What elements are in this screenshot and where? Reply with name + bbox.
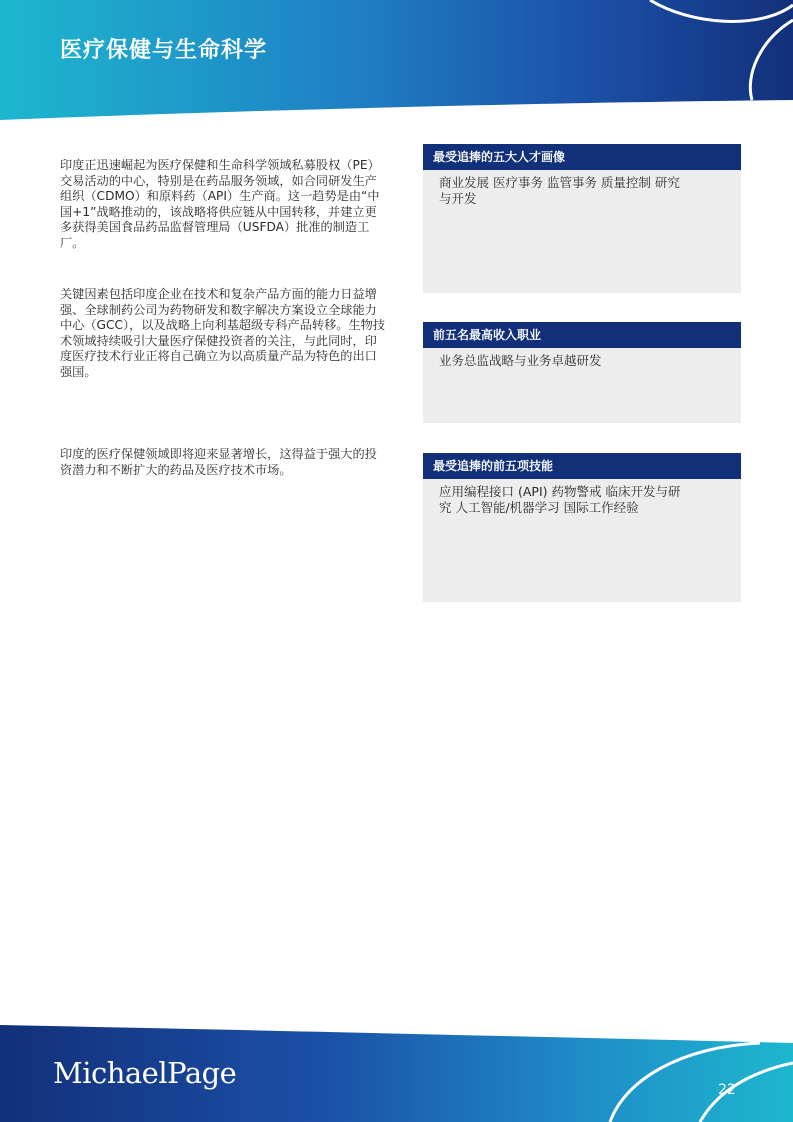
info-box-content: 商业发展 医疗事务 监管事务 质量控制 研究与开发: [439, 175, 680, 206]
michael-page-logo: MichaelPage: [53, 1056, 237, 1090]
info-box-content: 应用编程接口 (API) 药物警戒 临床开发与研究 人工智能/机器学习 国际工作经验: [439, 484, 681, 515]
info-box-top-earning-roles: [423, 322, 741, 423]
body-paragraph-3: 印度的医疗保健领域即将迎来显著增长，这得益于强大的投资潜力和不断扩大的药品及医疗技术市场。: [60, 447, 377, 477]
info-box-title: 最受追捧的五大人才画像: [423, 144, 741, 170]
info-box-top-skills: [423, 453, 741, 602]
page-title: 医疗保健与生命科学: [60, 38, 268, 63]
info-box-title: 前五名最高收入职业: [423, 322, 741, 348]
page-number: 22: [718, 1082, 736, 1098]
body-paragraph-2: 关键因素包括印度企业在技术和复杂产品方面的能力日益增强、全球制药公司为药物研发和数字解决方案设立全球能力中心（GCC），以及战略上向利基超级专科产品转移。生物技术领域持续吸引大量医疗保健投资者的关注，与此同时，印度医疗技术行业正将自己确立为以高质量产品为特色的出口强国。: [60, 287, 386, 379]
info-box-content: 业务总监战略与业务卓越研发: [439, 353, 602, 368]
info-box-title: 最受追捧的前五项技能: [423, 453, 741, 479]
body-paragraph-1: 印度正迅速崛起为医疗保健和生命科学领域私募股权（PE）交易活动的中心，特别是在药品服务领域，如合同研发生产组织（CDMO）和原料药（API）生产商。这一趋势是由“中国+1”战略推动的，该战略将供应链从中国转移，并建立更多获得美国食品药品监督管理局（USFDA）批准的制造工厂。: [60, 158, 380, 250]
info-box-talent-profiles: [423, 144, 741, 293]
